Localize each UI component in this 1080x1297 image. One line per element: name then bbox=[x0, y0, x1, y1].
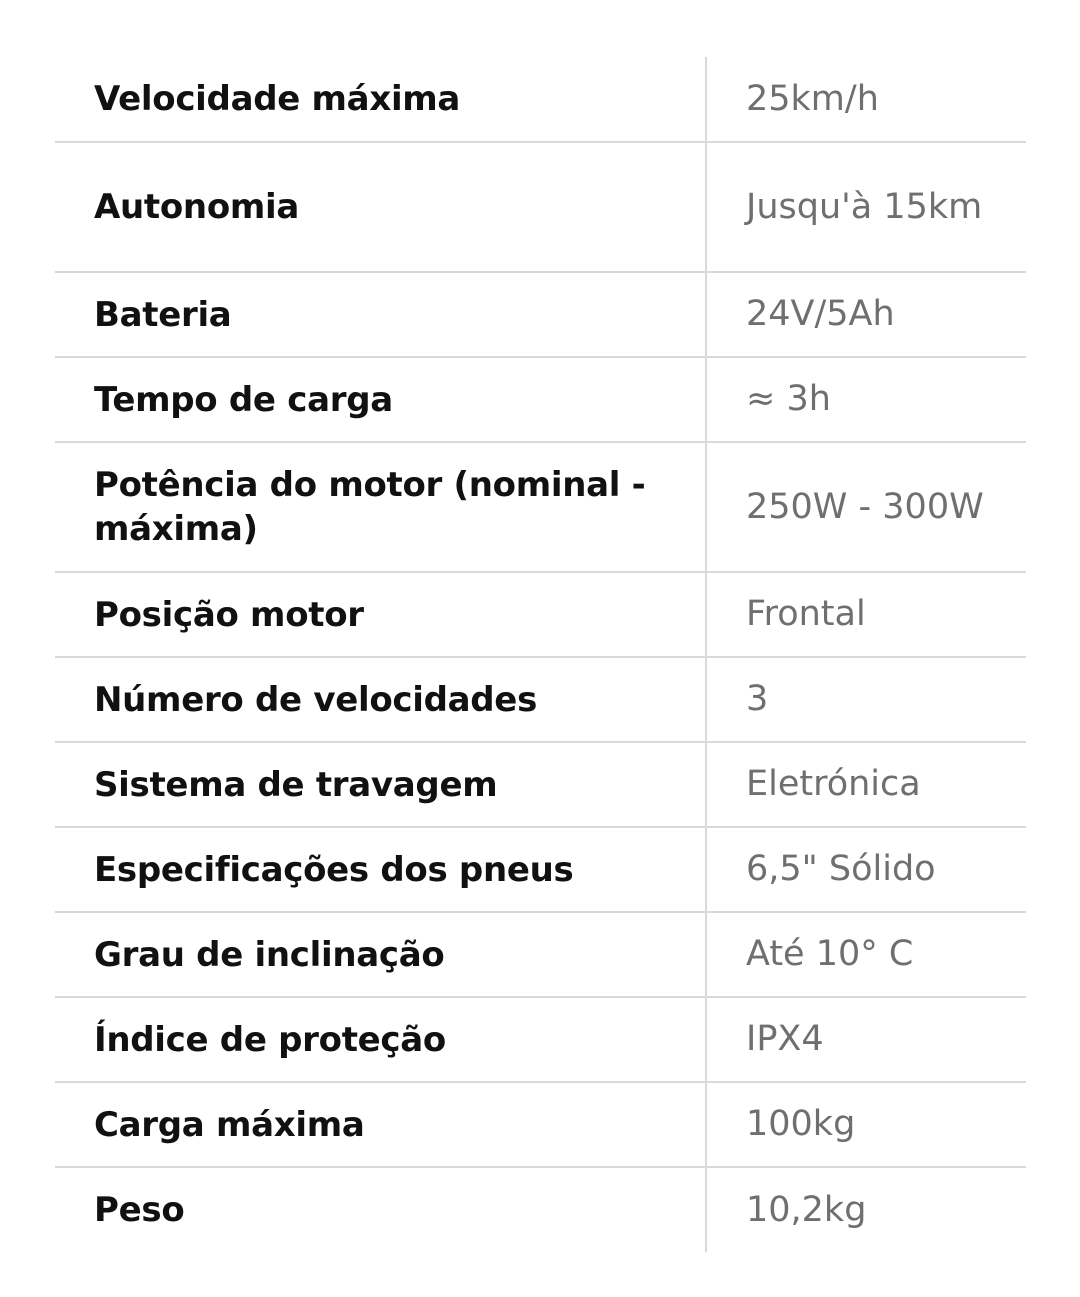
spec-row-protection-index bbox=[55, 997, 1026, 1082]
spec-row-weight bbox=[55, 1167, 1026, 1252]
spec-row-battery bbox=[55, 272, 1026, 357]
spec-label: Autonomia bbox=[55, 142, 706, 272]
spec-row-tire-specs bbox=[55, 827, 1026, 912]
spec-value: 100kg bbox=[706, 1082, 1026, 1167]
spec-value: Eletrónica bbox=[706, 742, 1026, 827]
spec-value: Jusqu'à 15km bbox=[706, 142, 1026, 272]
spec-label: Peso bbox=[94, 1190, 185, 1230]
spec-row-speed-count bbox=[55, 657, 1026, 742]
specifications-table bbox=[55, 57, 1026, 1252]
spec-value: 25km/h bbox=[706, 57, 1026, 142]
spec-row-motor-power bbox=[55, 442, 1026, 572]
spec-value: IPX4 bbox=[706, 997, 1026, 1082]
spec-row-charge-time bbox=[55, 357, 1026, 442]
spec-row-max-load bbox=[55, 1082, 1026, 1167]
spec-value: ≈ 3h bbox=[706, 357, 1026, 442]
spec-value: 3 bbox=[706, 657, 1026, 742]
spec-value: Até 10° C bbox=[706, 912, 1026, 997]
spec-row-max-speed bbox=[55, 57, 1026, 142]
spec-label: Posição motor bbox=[55, 572, 706, 657]
spec-label: Tempo de carga bbox=[55, 357, 706, 442]
spec-label: Grau de inclinação bbox=[55, 912, 706, 997]
spec-label: Carga máxima bbox=[55, 1082, 706, 1167]
spec-label: Velocidade máxima bbox=[55, 57, 706, 142]
spec-label: Potência do motor (nominal - máxima) bbox=[55, 442, 706, 572]
spec-label: Sistema de travagem bbox=[55, 742, 706, 827]
spec-value: 10,2kg bbox=[706, 1167, 1026, 1252]
spec-label: Bateria bbox=[55, 272, 706, 357]
spec-row-motor-position bbox=[55, 572, 1026, 657]
spec-label: Índice de proteção bbox=[55, 997, 706, 1082]
spec-value: 250W - 300W bbox=[706, 442, 1026, 572]
spec-label: Número de velocidades bbox=[55, 657, 706, 742]
spec-value: 6,5" Sólido bbox=[706, 827, 1026, 912]
spec-row-braking-system bbox=[55, 742, 1026, 827]
spec-value: 24V/5Ah bbox=[706, 272, 1026, 357]
spec-row-range bbox=[55, 142, 1026, 272]
spec-value: Frontal bbox=[706, 572, 1026, 657]
spec-label: Especificações dos pneus bbox=[55, 827, 706, 912]
spec-row-incline bbox=[55, 912, 1026, 997]
